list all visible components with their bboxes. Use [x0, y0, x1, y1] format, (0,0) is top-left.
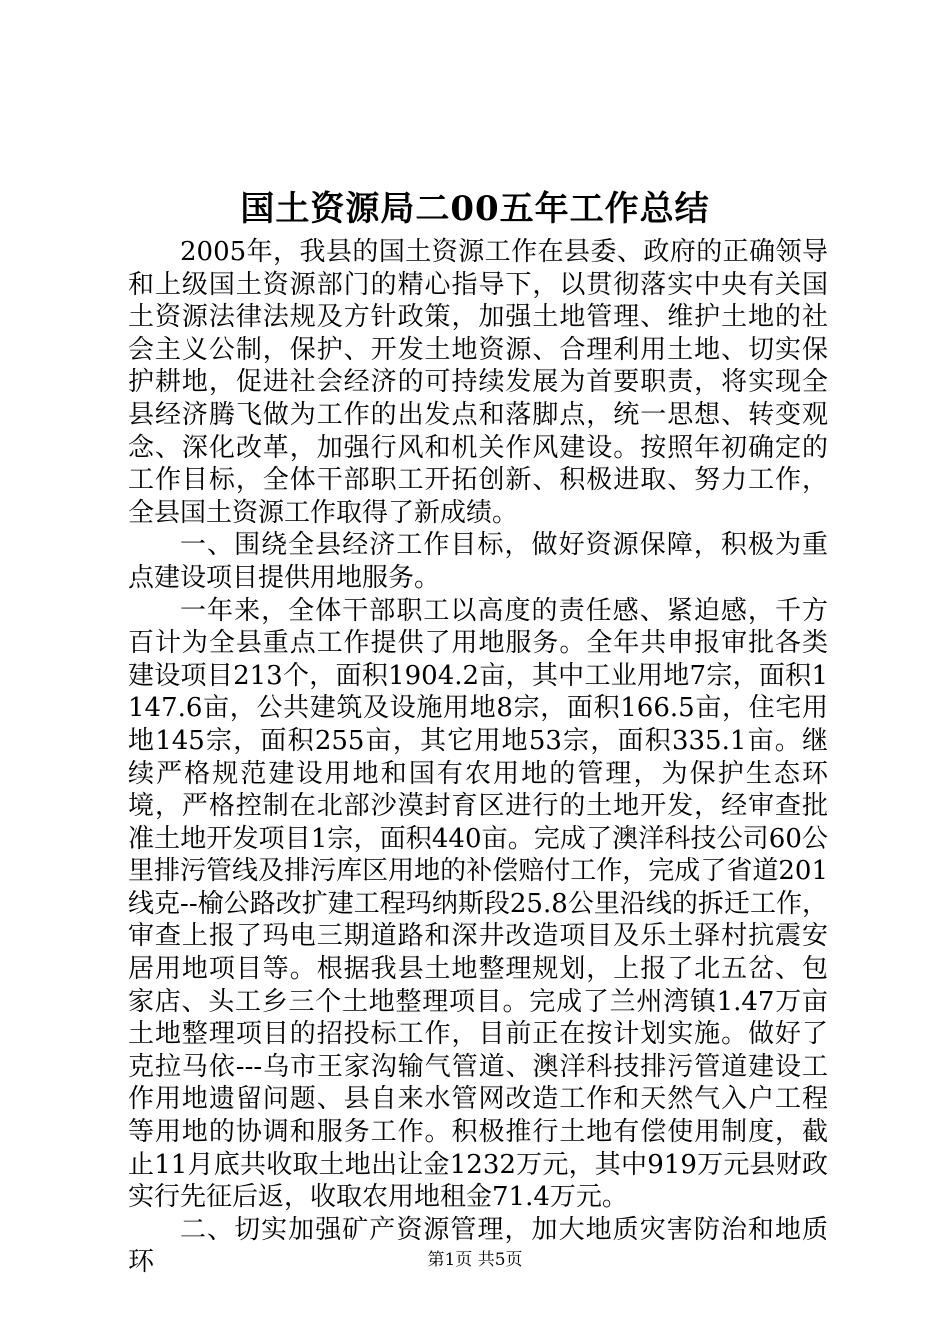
paragraph-section-heading-2: 二、切实加强矿产资源管理，加大地质灾害防治和地质环: [128, 1214, 828, 1278]
document-title: 国土资源局二00五年工作总结: [240, 189, 710, 229]
paragraph-section-1-body: 一年来，全体干部职工以高度的责任感、紧迫感，千方百计为全县重点工作提供了用地服务。全年共申报审批各类建设项目213个，面积1904.2亩，其中工业用地7宗，面积1147.6亩，公共建筑及设施用地8宗，面积166.5亩，住宅用地145宗，面积255亩，其它用地53宗，面积335.1亩。继续严格规范建设用地和国有农用地的管理，为保护生态环境，严格控制在北部沙漠封育区进行的土地开发，经审查批准土地开发项目1宗，面积440亩。完成了澳洋科技公司60公里排污管线及排污库区用地的补偿赔付工作，完成了省道201线克--榆公路改扩建工程玛纳斯段25.8公里沿线的拆迁工作，审查上报了玛电三期道路和深井改造项目及乐土驿村抗震安居用地项目等。根据我县土地整理规划，上报了北五岔、包家店、头工乡三个土地整理项目。完成了兰州湾镇1.47万亩土地整理项目的招投标工作，目前正在按计划实施。做好了克拉马依---乌市王家沟输气管道、澳洋科技排污管道建设工作用地遗留问题、县自来水管网改造工作和天然气入户工程等用地的协调和服务工作。积极推行土地有偿使用制度，截止11月底共收取土地出让金1232万元，其中919万元县财政实行先征后返，收取农用地租金71.4万元。: [128, 595, 828, 1213]
paragraph-section-heading-1: 一、围绕全县经济工作目标，做好资源保障，积极为重点建设项目提供用地服务。: [128, 530, 828, 593]
page-number-footer: 第1页 共5页: [427, 1250, 523, 1270]
paragraph-intro: 2005年，我县的国土资源工作在县委、政府的正确领导和上级国土资源部门的精心指导下，以贯彻落实中央有关国土资源法律法规及方针政策，加强土地管理、维护土地的社会主义公制，保护、开发土地资源、合理利用土地、切实保护耕地，促进社会经济的可持续发展为首要职责，将实现全县经济腾飞做为工作的出发点和落脚点，统一思想、转变观念、深化改革，加强行风和机关作风建设。按照年初确定的工作目标，全体干部职工开拓创新、积极进取、努力工作，全县国土资源工作取得了新成绩。: [128, 237, 828, 528]
document-body: [128, 236, 828, 1279]
